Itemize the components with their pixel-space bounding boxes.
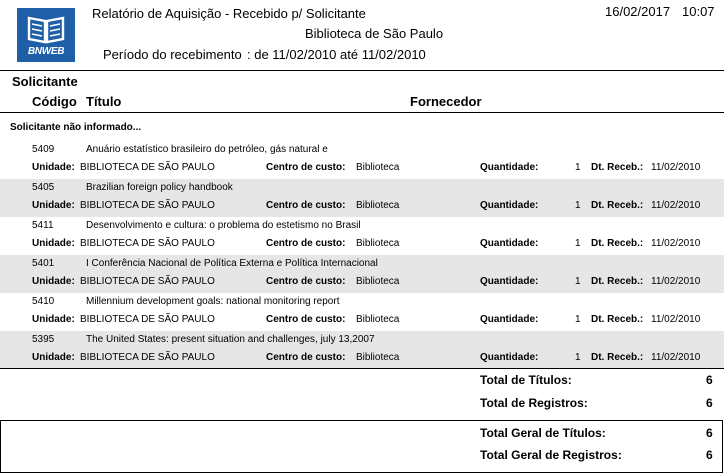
record-code: 5395 <box>32 334 55 345</box>
record-dt-receb: 11/02/2010 <box>651 162 701 173</box>
record-centro: Biblioteca <box>356 314 400 325</box>
record-quantidade: 1 <box>575 238 581 249</box>
record-centro: Biblioteca <box>356 276 400 287</box>
period-label: Período do recebimento <box>103 47 242 62</box>
centro-label: Centro de custo: <box>266 200 346 211</box>
unidade-label: Unidade: <box>32 314 75 325</box>
record-title: Millennium development goals: national monitoring report <box>86 296 340 307</box>
grand-totals-box <box>0 420 723 473</box>
quantidade-label: Quantidade: <box>480 276 539 287</box>
unidade-label: Unidade: <box>32 200 75 211</box>
grand-total-registros-label: Total Geral de Registros: <box>480 448 622 462</box>
table-row <box>0 141 724 179</box>
quantidade-label: Quantidade: <box>480 238 539 249</box>
record-dt-receb: 11/02/2010 <box>651 352 701 363</box>
table-row <box>0 255 724 293</box>
centro-label: Centro de custo: <box>266 314 346 325</box>
column-fornecedor: Fornecedor <box>410 94 482 109</box>
column-titulo: Título <box>86 94 122 109</box>
total-titulos-label: Total de Títulos: <box>480 373 572 387</box>
table-row <box>0 331 724 369</box>
grand-total-titulos-label: Total Geral de Títulos: <box>480 426 606 440</box>
total-titulos-value: 6 <box>706 373 713 387</box>
centro-label: Centro de custo: <box>266 276 346 287</box>
record-quantidade: 1 <box>575 352 581 363</box>
record-dt-receb: 11/02/2010 <box>651 276 701 287</box>
table-row <box>0 217 724 255</box>
record-unidade: BIBLIOTECA DE SÃO PAULO <box>80 276 215 287</box>
unidade-label: Unidade: <box>32 162 75 173</box>
report-date: 16/02/2017 <box>605 4 671 19</box>
column-solicitante: Solicitante <box>12 74 78 89</box>
unidade-label: Unidade: <box>32 238 75 249</box>
record-code: 5411 <box>32 220 54 231</box>
column-codigo: Código <box>32 94 77 109</box>
quantidade-label: Quantidade: <box>480 314 539 325</box>
dt-receb-label: Dt. Receb.: <box>591 162 644 173</box>
logo-text: BNWEB <box>27 46 65 57</box>
record-code: 5405 <box>32 182 55 193</box>
quantidade-label: Quantidade: <box>480 162 539 173</box>
total-registros-value: 6 <box>706 396 713 410</box>
record-unidade: BIBLIOTECA DE SÃO PAULO <box>80 200 215 211</box>
centro-label: Centro de custo: <box>266 238 346 249</box>
record-title: Desenvolvimento e cultura: o problema do estetismo no Brasil <box>86 220 361 231</box>
quantidade-label: Quantidade: <box>480 352 539 363</box>
record-unidade: BIBLIOTECA DE SÃO PAULO <box>80 238 215 249</box>
columns-divider <box>0 112 724 113</box>
records-divider <box>0 368 724 369</box>
library-name: Biblioteca de São Paulo <box>305 26 444 41</box>
bnweb-logo <box>17 8 75 62</box>
dt-receb-label: Dt. Receb.: <box>591 276 644 287</box>
group-heading: Solicitante não informado... <box>10 122 142 133</box>
dt-receb-label: Dt. Receb.: <box>591 238 644 249</box>
record-quantidade: 1 <box>575 314 581 325</box>
period-value: : de 11/02/2010 até 11/02/2010 <box>247 47 426 62</box>
dt-receb-label: Dt. Receb.: <box>591 200 644 211</box>
record-code: 5410 <box>32 296 55 307</box>
record-quantidade: 1 <box>575 276 581 287</box>
dt-receb-label: Dt. Receb.: <box>591 314 644 325</box>
unidade-label: Unidade: <box>32 276 75 287</box>
report-title: Relatório de Aquisição - Recebido p/ Solicitante <box>92 6 366 21</box>
record-title: I Conferência Nacional de Política Externa e Política Internacional <box>86 258 378 269</box>
dt-receb-label: Dt. Receb.: <box>591 352 644 363</box>
record-dt-receb: 11/02/2010 <box>651 200 701 211</box>
centro-label: Centro de custo: <box>266 162 346 173</box>
record-dt-receb: 11/02/2010 <box>651 238 701 249</box>
record-centro: Biblioteca <box>356 238 400 249</box>
grand-total-registros-value: 6 <box>706 448 713 462</box>
record-centro: Biblioteca <box>356 200 400 211</box>
record-title: Brazilian foreign policy handbook <box>86 182 233 193</box>
record-unidade: BIBLIOTECA DE SÃO PAULO <box>80 162 215 173</box>
record-dt-receb: 11/02/2010 <box>651 314 701 325</box>
record-unidade: BIBLIOTECA DE SÃO PAULO <box>80 314 215 325</box>
record-code: 5401 <box>32 258 55 269</box>
total-registros-label: Total de Registros: <box>480 396 588 410</box>
header-divider <box>0 70 724 71</box>
record-unidade: BIBLIOTECA DE SÃO PAULO <box>80 352 215 363</box>
open-book-icon <box>27 14 65 44</box>
record-title: Anuário estatístico brasileiro do petróleo, gás natural e <box>86 144 328 155</box>
quantidade-label: Quantidade: <box>480 200 539 211</box>
record-centro: Biblioteca <box>356 162 400 173</box>
table-row <box>0 179 724 217</box>
table-row <box>0 293 724 331</box>
record-code: 5409 <box>32 144 55 155</box>
unidade-label: Unidade: <box>32 352 75 363</box>
record-title: The United States: present situation and challenges, july 13,2007 <box>86 334 375 345</box>
record-quantidade: 1 <box>575 200 581 211</box>
grand-total-titulos-value: 6 <box>706 426 713 440</box>
report-time: 10:07 <box>682 4 715 19</box>
centro-label: Centro de custo: <box>266 352 346 363</box>
record-centro: Biblioteca <box>356 352 400 363</box>
record-quantidade: 1 <box>575 162 581 173</box>
